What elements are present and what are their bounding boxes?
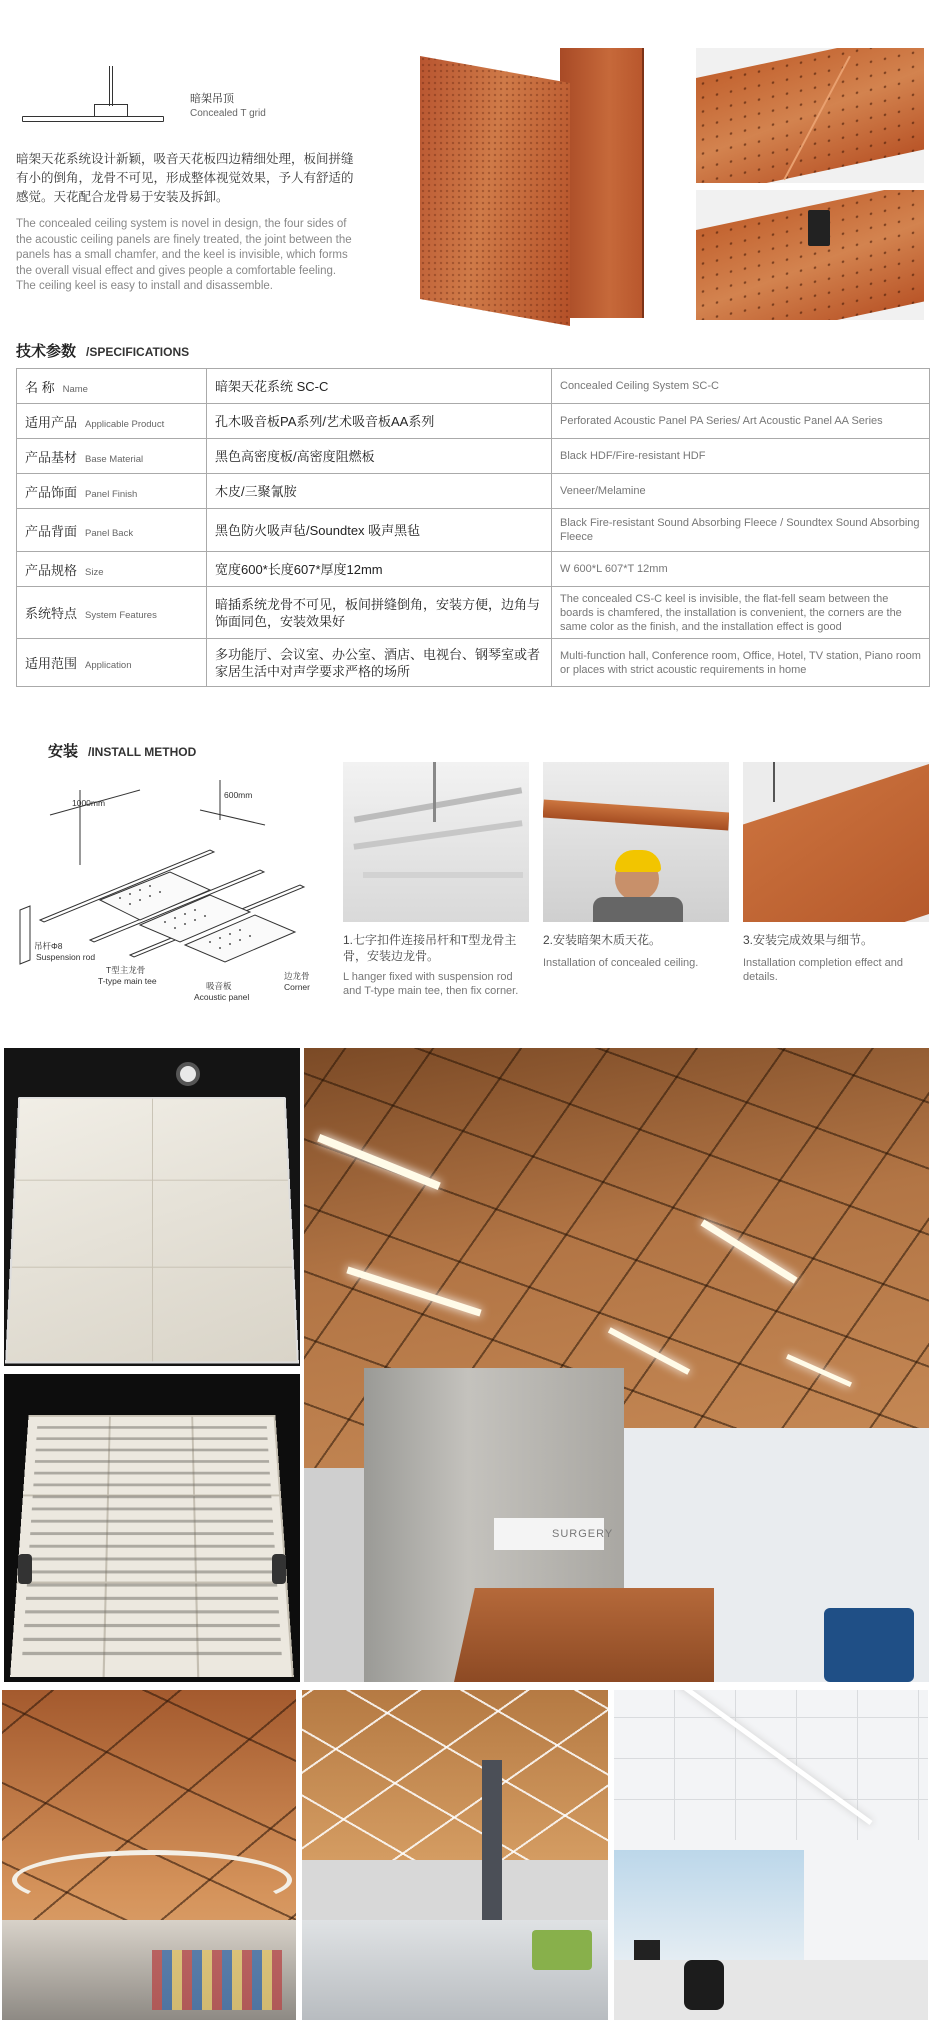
install-exploded-diagram bbox=[10, 780, 330, 1010]
install-step-3-caption-en: Installation completion effect and details. bbox=[743, 957, 904, 983]
install-step-1-caption-cn: 1.七字扣件连接吊杆和T型龙骨主骨，安装边龙骨。 bbox=[343, 933, 517, 963]
panel-joint-closeup-image bbox=[696, 48, 924, 183]
corner-label-en: Corner bbox=[284, 982, 310, 992]
spec-row-application: 适用范围 Application 多功能厅、会议室、办公室、酒店、电视台、钢琴室或者家居生活中对声学要求严格的场所 Multi-function hall, Conference room, Office, Hotel, TV station, Piano room or places with strict acoustic requirements in home bbox=[17, 639, 930, 687]
spec-row-name: 名 称 Name 暗架天花系统 SC-C Concealed Ceiling System SC-C bbox=[17, 369, 930, 404]
spec-row-base-material: 产品基材 Base Material 黑色高密度板/高密度阻燃板 Black HDF/Fire-resistant HDF bbox=[17, 439, 930, 474]
corner-label-cn: 边龙骨 bbox=[284, 971, 310, 981]
product-panel-image bbox=[420, 48, 660, 328]
concealed-grid-diagram bbox=[16, 66, 166, 132]
grid-label-en: Concealed T grid bbox=[190, 108, 266, 119]
gallery-white-panel-photo bbox=[4, 1048, 300, 1366]
spec-row-panel-finish: 产品饰面 Panel Finish 木皮/三聚氰胺 Veneer/Melamine bbox=[17, 474, 930, 509]
install-step-3-caption-cn: 3.安装完成效果与细节。 bbox=[743, 933, 874, 947]
intro-description-en: The concealed ceiling system is novel in design, the four sides of the acoustic ceiling panels are finely treated, the joint between the panels has a small chamfer, and the keel is invisible, which forms the overall visual effect and gives people a comfortable feeling. The ceiling keel is easy to install and disassemble. bbox=[16, 218, 352, 292]
spec-row-applicable-product: 适用产品 Applicable Product 孔木吸音板PA系列/艺术吸音板AA系列 Perforated Acoustic Panel PA Series/ Art Acoustic Panel AA Series bbox=[17, 404, 930, 439]
specifications-heading: 技术参数 /SPECIFICATIONS bbox=[16, 343, 190, 360]
panel-label-en: Acoustic panel bbox=[194, 992, 250, 1002]
install-step-2-caption-cn: 2.安装暗架木质天花。 bbox=[543, 933, 662, 947]
panel-clip-closeup-image bbox=[696, 190, 924, 320]
tee-label-en: T-type main tee bbox=[98, 976, 157, 986]
install-step-1-photo bbox=[343, 762, 529, 922]
install-step-2-photo bbox=[543, 762, 729, 922]
spec-row-size: 产品规格 Size 宽度600*长度607*厚度12mm W 600*L 607*T 12mm bbox=[17, 552, 930, 587]
grid-label-cn: 暗架吊顶 bbox=[190, 93, 234, 105]
specifications-table bbox=[16, 368, 930, 687]
dimension-1000-label: 1000mm bbox=[72, 798, 106, 808]
gallery-retail-ceiling-photo bbox=[2, 1690, 296, 2020]
gallery-open-office-photo bbox=[302, 1690, 608, 2020]
install-step-3-photo bbox=[743, 762, 929, 922]
gallery-slotted-panel-photo bbox=[4, 1374, 300, 1682]
gallery-white-office-photo bbox=[614, 1690, 928, 2020]
install-step-1-caption-en: L hanger fixed with suspension rod and T-type main tee, then fix corner. bbox=[343, 971, 519, 997]
intro-section bbox=[16, 60, 356, 132]
spec-row-system-features: 系统特点 System Features 暗插系统龙骨不可见，板间拼缝倒角，安装方便，边角与饰面同色，安装效果好 The concealed CS-C keel is invisible, the flat-fell seam between the boards is chamfered, the installation is convenient, the corners are the same color as the finish, and the installation effect is good bbox=[17, 587, 930, 639]
surgery-sign: SURGERY bbox=[494, 1518, 604, 1550]
tee-label-cn: T型主龙骨 bbox=[106, 965, 146, 975]
panel-label-cn: 吸音板 bbox=[206, 981, 232, 991]
spec-row-panel-back: 产品背面 Panel Back 黑色防火吸声毡/Soundtex 吸声黑毡 Black Fire-resistant Sound Absorbing Fleece / Soundtex Sound Absorbing Fleece bbox=[17, 509, 930, 552]
install-heading: 安装 /INSTALL METHOD bbox=[48, 743, 197, 760]
rod-label-cn: 吊杆Φ8 bbox=[34, 941, 63, 951]
dimension-600-label: 600mm bbox=[224, 790, 253, 800]
install-step-2-caption-en: Installation of concealed ceiling. bbox=[543, 957, 699, 969]
rod-label-en: Suspension rod bbox=[36, 952, 96, 962]
intro-description-cn: 暗架天花系统设计新颖，吸音天花板四边精细处理，板间拼缝有小的倒角，龙骨不可见，形成整体视觉效果，予人有舒适的感觉。天花配合龙骨易于安装及拆卸。 bbox=[16, 152, 354, 204]
ceiling-grid-drawing bbox=[10, 780, 330, 1010]
gallery-office-lobby-photo bbox=[304, 1048, 929, 1682]
